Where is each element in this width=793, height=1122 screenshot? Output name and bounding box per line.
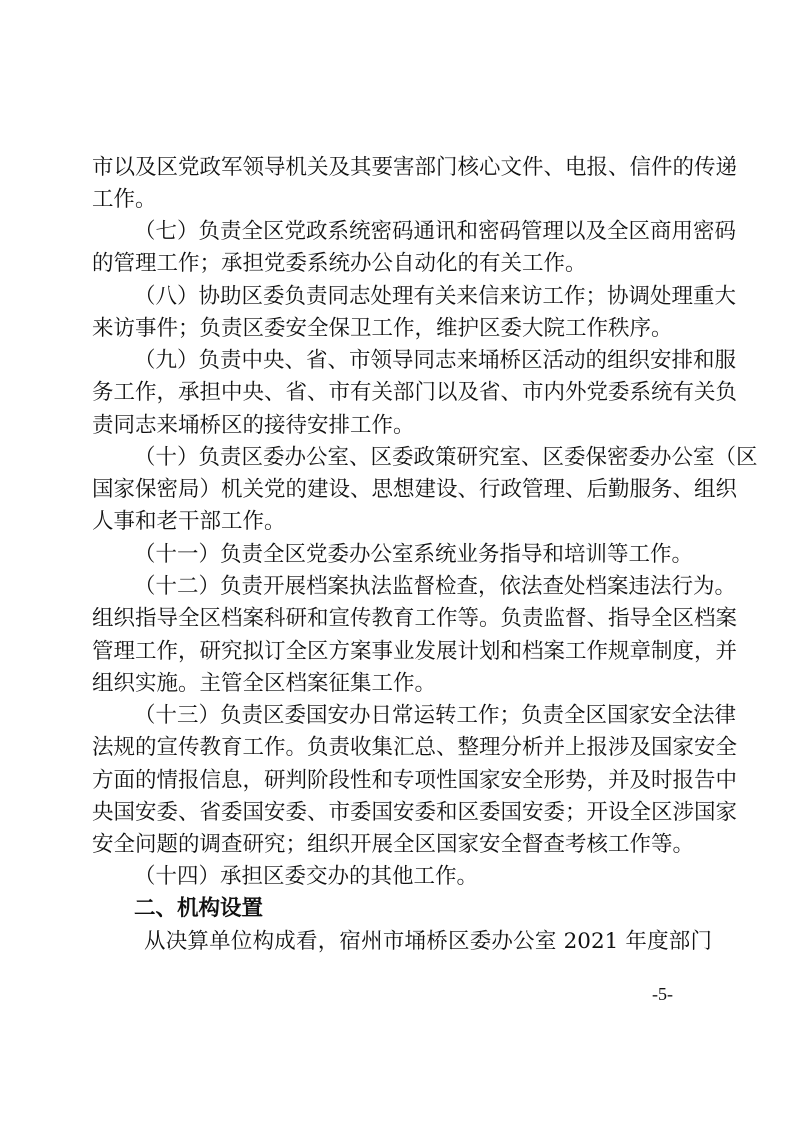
body-line: 组织指导全区档案科研和宣传教育工作等。负责监督、指导全区档案: [92, 606, 738, 631]
body-line: 人事和老干部工作。: [92, 509, 286, 534]
body-line: （九）负责中央、省、市领导同志来埇桥区活动的组织安排和服: [134, 348, 737, 373]
body-line: 务工作，承担中央、省、市有关部门以及省、市内外党委系统有关负: [92, 380, 738, 405]
section-heading: 二、机构设置: [134, 896, 264, 921]
body-line: 方面的情报信息，研判阶段性和专项性国家安全形势，并及时报告中: [92, 768, 738, 793]
body-line: 责同志来埇桥区的接待安排工作。: [92, 413, 415, 438]
body-line: （十三）负责区委国安办日常运转工作；负责全区国家安全法律: [134, 703, 737, 728]
page-number: -5-: [652, 984, 673, 1004]
body-line: 法规的宣传教育工作。负责收集汇总、整理分析并上报涉及国家安全: [92, 735, 738, 760]
body-line: （八）协助区委负责同志处理有关来信来访工作；协调处理重大: [134, 284, 737, 309]
body-line: 市以及区党政军领导机关及其要害部门核心文件、电报、信件的传递: [92, 155, 738, 180]
body-line: 从决算单位构成看，宿州市埇桥区委办公室 2021 年度部门: [144, 929, 712, 954]
body-line: （十）负责区委办公室、区委政策研究室、区委保密委办公室（区: [134, 445, 758, 470]
body-line: 安全问题的调查研究；组织开展全区国家安全督查考核工作等。: [92, 832, 695, 857]
body-line: （十二）负责开展档案执法监督检查，依法查处档案违法行为。: [134, 574, 737, 599]
body-line: 管理工作，研究拟订全区方案事业发展计划和档案工作规章制度，并: [92, 639, 738, 664]
body-line: 来访事件；负责区委安全保卫工作，维护区委大院工作秩序。: [92, 316, 673, 341]
body-line: （七）负责全区党政系统密码通讯和密码管理以及全区商用密码: [134, 219, 737, 244]
body-line: 组织实施。主管全区档案征集工作。: [92, 671, 437, 696]
body-line: 央国安委、省委国安委、市委国安委和区委国安委；开设全区涉国家: [92, 800, 738, 825]
body-line: （十四）承担区委交办的其他工作。: [134, 864, 479, 889]
body-line: 工作。: [92, 187, 157, 212]
body-line: （十一）负责全区党委办公室系统业务指导和培训等工作。: [134, 542, 694, 567]
body-line: 的管理工作；承担党委系统办公自动化的有关工作。: [92, 251, 587, 276]
body-line: 国家保密局）机关党的建设、思想建设、行政管理、后勤服务、组织: [92, 477, 738, 502]
